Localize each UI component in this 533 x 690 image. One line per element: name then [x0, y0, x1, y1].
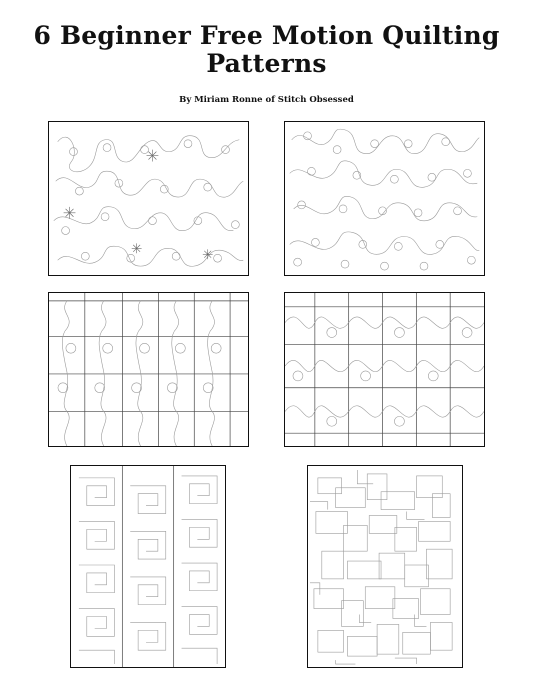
title-line-2: Patterns: [206, 49, 327, 78]
pattern-boxes-random: [307, 465, 463, 668]
spirals-columns-drawing: [71, 466, 225, 667]
byline: By Miriam Ronne of Stitch Obsessed: [179, 95, 354, 105]
pattern-spirals-columns: [70, 465, 226, 668]
pattern-meander-loops-stars: [48, 121, 249, 276]
grid-loops-drawing: [49, 293, 248, 446]
star-icon: [132, 243, 142, 253]
pattern-grid-loops: [48, 292, 249, 447]
grid-arcs-drawing: [285, 293, 484, 446]
star-icon: [203, 249, 213, 259]
title-line-1: 6 Beginner Free Motion Quilting: [33, 21, 500, 50]
meander-stars-drawing: [49, 122, 248, 275]
boxes-random-drawing: [308, 466, 462, 667]
pattern-meander-loops: [284, 121, 485, 276]
meander-loops-drawing: [285, 122, 484, 275]
page-title: [0, 22, 533, 78]
pattern-grid-arcs: [284, 292, 485, 447]
